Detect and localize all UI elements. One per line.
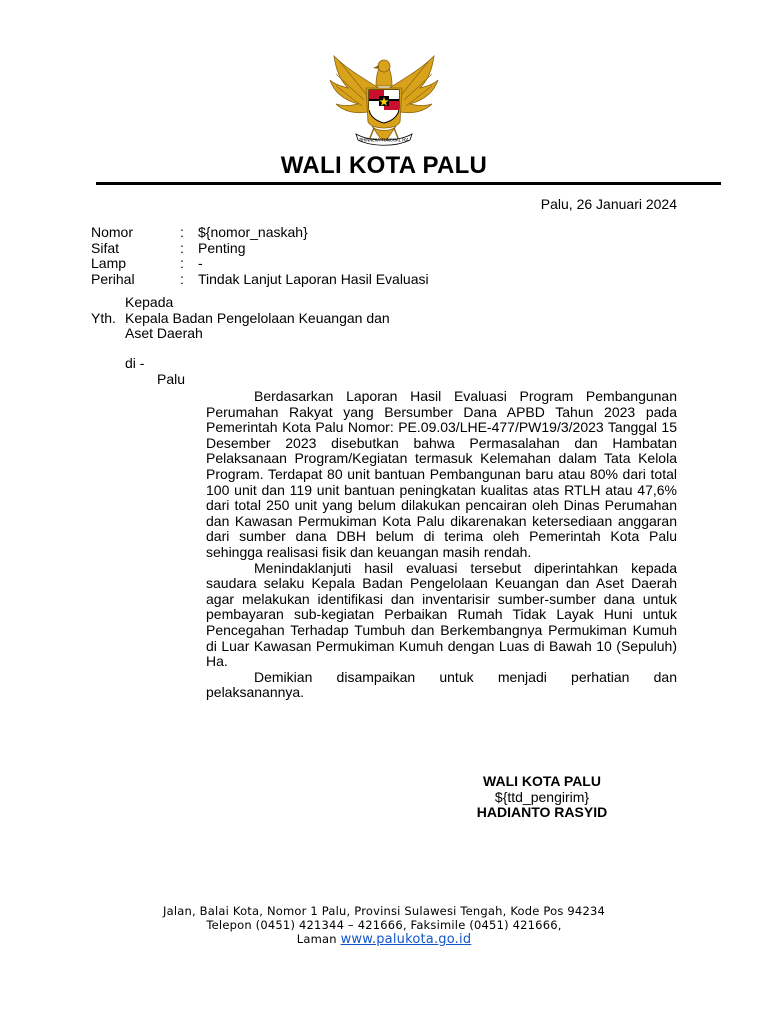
footer-address: Jalan, Balai Kota, Nomor 1 Palu, Provinsi Sulawesi Tengah, Kode Pos 94234 xyxy=(162,904,605,918)
meta-row-lamp xyxy=(91,256,429,272)
signature-block xyxy=(466,774,618,821)
meta-label: Perihal xyxy=(91,270,135,287)
signatory-name: HADIANTO RASYID xyxy=(476,804,608,820)
letter-footer xyxy=(0,904,768,947)
footer-phone: Telepon (0451) 421344 – 421666, Faksimile (0451) 421666, xyxy=(206,918,562,932)
meta-row-nomor xyxy=(91,225,429,241)
header-divider xyxy=(96,182,721,185)
meta-colon: : xyxy=(180,270,184,287)
meta-colon: : xyxy=(180,224,184,240)
signature-title: WALI KOTA PALU xyxy=(483,773,601,789)
recipient-yth: Yth. xyxy=(91,309,116,326)
meta-value: - xyxy=(198,255,203,271)
recipient-place: Palu xyxy=(157,371,186,387)
garuda-pancasila-emblem-icon xyxy=(326,50,442,150)
body-paragraph: Menindaklanjuti hasil evaluasi tersebut diperintahkan kepada saudara selaku Kepala Badan Pengelolaan Keuangan dan Aset Daerah agar melakukan identifikasi dan inventarisir sumber-sumber dana untuk pembayaran sub-kegiatan Perbaikan Rumah Tidak Layak Huni untuk Pencegahan Terhadap Tumbuh dan Berkembangnya Permukiman Kumuh di Luar Kawasan Permukiman Kumuh dengan Luas di Bawah 10 (Sepuluh) Ha. xyxy=(206,559,677,670)
footer-website-row xyxy=(0,932,768,947)
meta-colon: : xyxy=(180,255,184,271)
signature-placeholder: ${ttd_pengirim} xyxy=(494,788,590,805)
meta-label: Sifat xyxy=(91,239,120,256)
letter-date: Palu, 26 Januari 2024 xyxy=(540,196,677,212)
recipient-name-line2: Aset Daerah xyxy=(125,325,203,341)
recipient-di: di - xyxy=(125,355,145,371)
emblem-motto: BHINNEKA TUNGGAL IKA xyxy=(359,137,409,143)
meta-value: Penting xyxy=(198,239,246,256)
meta-value: ${nomor_naskah} xyxy=(198,224,308,240)
body-paragraph: Demikian disampaikan untuk menjadi perhatian dan pelaksanannya. xyxy=(206,668,677,701)
recipient-name-line1: Kepala Badan Pengelolaan Keuangan dan xyxy=(125,309,390,326)
recipient-block xyxy=(91,295,390,342)
meta-row-perihal xyxy=(91,272,429,288)
body-paragraph: Berdasarkan Laporan Hasil Evaluasi Program Pembangunan Perumahan Rakyat yang Bersumber Dana APBD Tahun 2023 pada Pemerintah Kota Palu Nomor: PE.09.03/LHE-477/PW19/3/2023 Tanggal 15 Desember 2023 disebutkan bahwa Permasalahan dan Hambatan Pelaksanaan Program/Kegiatan termasuk Kelemahan dalam Tata Kelola Program. Terdapat 80 unit bantuan Pembangunan baru atau 80% dari total 100 unit dan 119 unit bantuan peningkatan kualitas atas RTLH atau 47,6% dari total 250 unit yang belum dilakukan pencairan oleh Dinas Perumahan dan Kawasan Permukiman Kota Palu dikarenakan ketersediaan anggaran dari sumber dana DBH belum di terima oleh Pemerintah Kota Palu sehingga realisasi fisik dan keuangan masih rendah. xyxy=(206,388,677,560)
meta-label: Lamp xyxy=(91,255,127,271)
recipient-row xyxy=(91,311,390,327)
page-title: WALI KOTA PALU xyxy=(280,152,488,179)
letter-meta xyxy=(91,225,429,287)
meta-colon: : xyxy=(180,239,184,256)
meta-row-sifat xyxy=(91,241,429,257)
meta-label: Nomor xyxy=(91,224,134,240)
footer-laman-label: Laman xyxy=(296,932,337,946)
letter-body xyxy=(206,389,677,701)
recipient-kepada: Kepada xyxy=(125,294,174,310)
meta-value: Tindak Lanjut Laporan Hasil Evaluasi xyxy=(198,270,429,287)
website-link[interactable]: www.palukota.go.id xyxy=(340,932,472,947)
